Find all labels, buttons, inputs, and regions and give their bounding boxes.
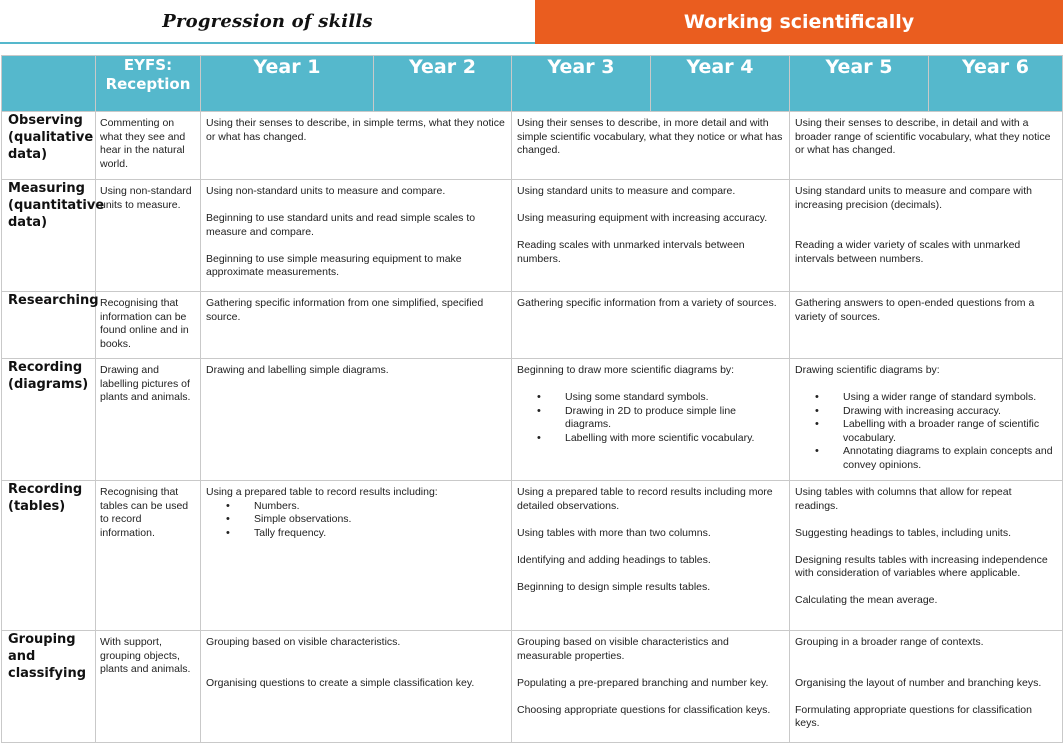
table-row xyxy=(2,180,1063,292)
cell-year-1-2 xyxy=(201,631,512,743)
cell-year-1-2 xyxy=(201,359,512,481)
cell-text: Formulating appropriate questions for classification keys. xyxy=(795,703,1032,729)
table-row xyxy=(2,481,1063,631)
bullet-list xyxy=(795,391,1057,472)
cell-year-3-4 xyxy=(512,631,790,743)
subject-title: Working scientifically xyxy=(683,11,915,33)
cell-year-3-4 xyxy=(512,180,790,292)
cell-text: Using a prepared table to record results including: xyxy=(206,486,438,498)
cell-year-1-2 xyxy=(201,180,512,292)
cell-text: Drawing and labelling pictures of plants and animals. xyxy=(100,364,191,403)
row-label: Observing (qualitative data) xyxy=(2,112,96,180)
table-row xyxy=(2,631,1063,743)
cell-text: Using a prepared table to record results including more detailed observations. xyxy=(517,486,773,512)
list-item: • Simple observations. xyxy=(226,513,506,527)
cell-text: Using non-standard units to measure. xyxy=(100,185,192,211)
cell-text: Using their senses to describe, in more detail and with simple scientific vocabulary, what they notice or what has changed. xyxy=(517,117,783,156)
cell-eyfs xyxy=(96,112,201,180)
bullet-list xyxy=(517,391,784,445)
cell-year-1-2 xyxy=(201,292,512,359)
cell-text: Grouping based on visible characteristics and measurable properties. xyxy=(517,636,729,662)
cell-text: Gathering specific information from one simplified, specified source. xyxy=(206,297,484,323)
table-row xyxy=(2,292,1063,359)
cell-text: Using standard units to measure and compare. xyxy=(517,185,736,197)
cell-eyfs xyxy=(96,359,201,481)
cell-year-1-2 xyxy=(201,481,512,631)
cell-text: Populating a pre-prepared branching and number key. xyxy=(517,676,769,689)
header-year-4: Year 4 xyxy=(651,56,790,112)
cell-text: Using standard units to measure and compare with increasing precision (decimals). xyxy=(795,185,1032,211)
cell-text: Beginning to use simple measuring equipment to make approximate measurements. xyxy=(206,252,462,278)
cell-text: Recognising that information can be found online and in books. xyxy=(100,297,189,350)
cell-text: Commenting on what they see and hear in the natural world. xyxy=(100,117,186,170)
cell-year-3-4 xyxy=(512,112,790,180)
cell-eyfs xyxy=(96,180,201,292)
banner-left xyxy=(0,0,535,44)
cell-text: Grouping in a broader range of contexts. xyxy=(795,636,984,648)
cell-year-3-4 xyxy=(512,359,790,481)
list-item: • Labelling with a broader range of scientific vocabulary. xyxy=(815,418,1057,445)
cell-year-5-6 xyxy=(790,359,1063,481)
list-item: • Using some standard symbols. xyxy=(537,391,784,405)
cell-text: Organising questions to create a simple classification key. xyxy=(206,676,475,689)
cell-text: Recognising that tables can be used to record information. xyxy=(100,486,189,539)
header-year-2: Year 2 xyxy=(374,56,512,112)
cell-eyfs xyxy=(96,292,201,359)
cell-text: Gathering answers to open-ended questions from a variety of sources. xyxy=(795,297,1035,323)
list-item: • Drawing in 2D to produce simple line diagrams. xyxy=(537,405,784,432)
cell-text: With support, grouping objects, plants and animals. xyxy=(100,636,191,675)
cell-text: Organising the layout of number and branching keys. xyxy=(795,676,1042,689)
cell-text: Beginning to use standard units and read simple scales to measure and compare. xyxy=(206,212,476,238)
cell-text: Grouping based on visible characteristics. xyxy=(206,636,401,648)
header-year-1: Year 1 xyxy=(201,56,374,112)
list-item: • Numbers. xyxy=(226,500,506,514)
row-label: Grouping and classifying xyxy=(2,631,96,743)
table-row xyxy=(2,112,1063,180)
cell-year-5-6 xyxy=(790,631,1063,743)
progression-title: Progression of skills xyxy=(162,10,373,32)
cell-text: Using their senses to describe, in detail and with a broader range of scientific vocabulary, what they notice or what has changed. xyxy=(795,117,1051,156)
list-item: • Labelling with more scientific vocabulary. xyxy=(537,432,784,446)
header-year-5: Year 5 xyxy=(790,56,929,112)
cell-year-5-6 xyxy=(790,481,1063,631)
row-label: Recording (tables) xyxy=(2,481,96,631)
header-year-3: Year 3 xyxy=(512,56,651,112)
cell-eyfs xyxy=(96,481,201,631)
cell-year-5-6 xyxy=(790,292,1063,359)
cell-text: Using tables with more than two columns. xyxy=(517,526,711,539)
header-eyfs: EYFS: Reception xyxy=(96,56,201,112)
row-label: Recording (diagrams) xyxy=(2,359,96,481)
list-item: • Annotating diagrams to explain concepts and convey opinions. xyxy=(815,445,1057,472)
page-banner xyxy=(0,0,1063,45)
cell-text: Calculating the mean average. xyxy=(795,594,938,606)
cell-year-3-4 xyxy=(512,292,790,359)
table-row xyxy=(2,359,1063,481)
cell-text: Beginning to draw more scientific diagrams by: xyxy=(517,364,735,376)
row-label: Researching xyxy=(2,292,96,359)
row-label: Measuring (quantitative data) xyxy=(2,180,96,292)
list-item: • Drawing with increasing accuracy. xyxy=(815,405,1057,419)
cell-text: Identifying and adding headings to tables. xyxy=(517,553,711,566)
banner-right xyxy=(535,0,1063,44)
cell-text: Using non-standard units to measure and compare. xyxy=(206,185,446,197)
cell-text: Reading a wider variety of scales with unmarked intervals between numbers. xyxy=(795,239,1021,265)
corner-header xyxy=(2,56,96,112)
cell-text: Using their senses to describe, in simple terms, what they notice or what has changed. xyxy=(206,117,505,143)
cell-text: Gathering specific information from a variety of sources. xyxy=(517,297,777,309)
cell-text: Choosing appropriate questions for classification keys. xyxy=(517,703,771,716)
cell-year-5-6 xyxy=(790,112,1063,180)
cell-text: Beginning to design simple results tables. xyxy=(517,580,711,593)
cell-text: Reading scales with unmarked intervals between numbers. xyxy=(517,239,745,265)
cell-year-1-2 xyxy=(201,112,512,180)
cell-eyfs xyxy=(96,631,201,743)
skills-table xyxy=(1,55,1063,743)
cell-text: Drawing scientific diagrams by: xyxy=(795,364,940,376)
cell-text: Designing results tables with increasing independence with consideration of variables where applicable. xyxy=(795,553,1048,579)
cell-year-3-4 xyxy=(512,481,790,631)
cell-text: Suggesting headings to tables, including units. xyxy=(795,526,1011,539)
list-item: • Tally frequency. xyxy=(226,527,506,541)
cell-text: Drawing and labelling simple diagrams. xyxy=(206,364,389,376)
cell-text: Using measuring equipment with increasing accuracy. xyxy=(517,212,768,224)
header-year-6: Year 6 xyxy=(929,56,1063,112)
cell-year-5-6 xyxy=(790,180,1063,292)
bullet-list xyxy=(206,500,506,541)
cell-text: Using tables with columns that allow for repeat readings. xyxy=(795,486,1012,512)
list-item: • Using a wider range of standard symbols. xyxy=(815,391,1057,405)
